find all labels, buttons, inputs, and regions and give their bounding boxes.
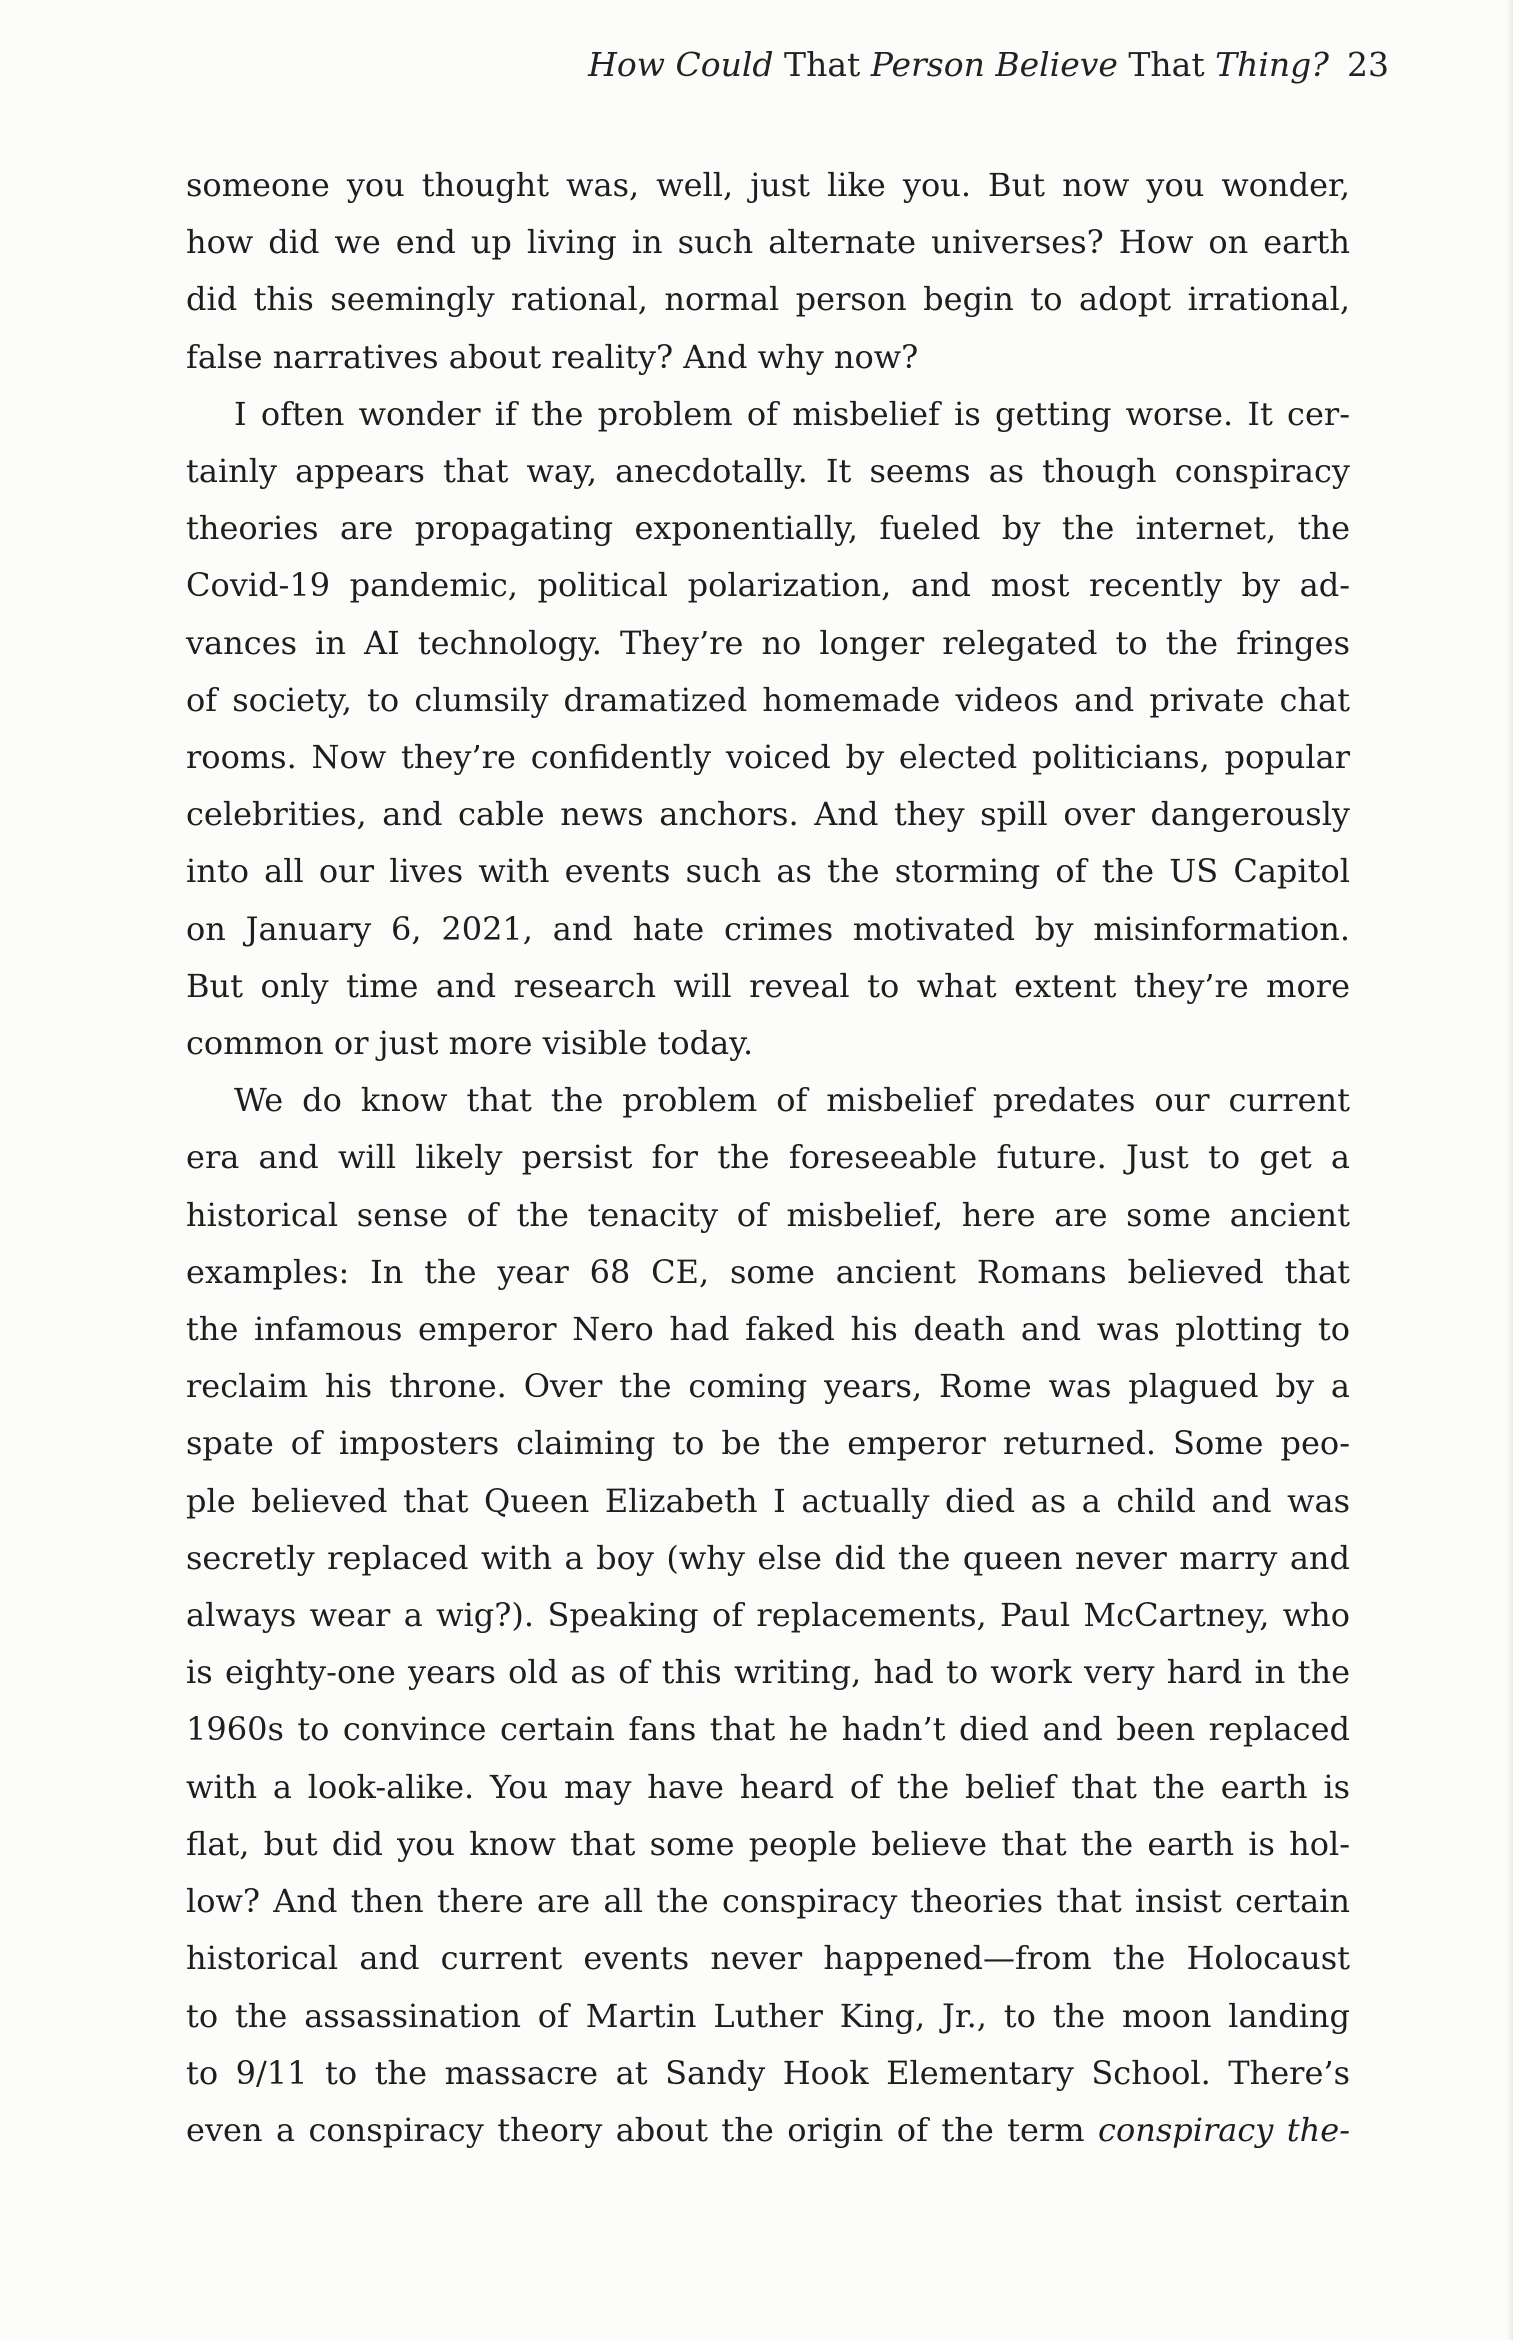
text-line: rooms. Now they’re confidently voiced by elected politicians, popular — [186, 738, 1350, 777]
text-line: false narratives about reality? And why now? — [186, 337, 919, 376]
running-head-part: That — [1117, 45, 1216, 84]
text-line: I often wonder if the problem of misbelief is getting worse. It cer- — [234, 394, 1350, 433]
running-head-part: That — [773, 45, 871, 84]
text-line: flat, but did you know that some people believe that the earth is hol- — [186, 1824, 1350, 1863]
running-head-part: How Could — [588, 45, 774, 84]
text-line: But only time and research will reveal to what extent they’re more — [186, 966, 1350, 1005]
text-line: era and will likely persist for the foreseeable future. Just to get a — [186, 1138, 1350, 1177]
page-edge-shadow — [1507, 0, 1513, 2340]
running-head-title — [588, 45, 1329, 84]
text-line: to the assassination of Martin Luther King, Jr., to the moon landing — [186, 1996, 1350, 2035]
running-head-part: Person Believe — [870, 45, 1118, 84]
paragraph-2 — [186, 386, 1350, 1072]
text-line: how did we end up living in such alternate universes? How on earth — [186, 223, 1350, 262]
text-line: spate of imposters claiming to be the emperor returned. Some peo- — [186, 1424, 1350, 1463]
paragraph-1 — [186, 157, 1350, 386]
text-line: low? And then there are all the conspiracy theories that insist certain — [186, 1882, 1350, 1921]
text-line: is eighty-one years old as of this writing, had to work very hard in the — [186, 1653, 1350, 1692]
text-line — [186, 2102, 1350, 2159]
text-line: did this seemingly rational, normal person begin to adopt irrational, — [186, 280, 1350, 319]
text-line: Covid-19 pandemic, political polarization, and most recently by ad- — [186, 566, 1350, 605]
text-line: of society, to clumsily dramatized homemade videos and private chat — [186, 680, 1350, 719]
text-line: tainly appears that way, anecdotally. It seems as though conspiracy — [186, 452, 1350, 491]
text-line: with a look-alike. You may have heard of the belief that the earth is — [186, 1767, 1350, 1806]
text-line: someone you thought was, well, just like you. But now you wonder, — [186, 166, 1350, 204]
italic-term: conspiracy the- — [1098, 2110, 1351, 2149]
text-line: always wear a wig?). Speaking of replacements, Paul McCartney, who — [186, 1596, 1350, 1635]
text-line: ple believed that Queen Elizabeth I actually died as a child and was — [186, 1481, 1350, 1520]
text-line-plain: even a conspiracy theory about the origin of the term — [186, 2110, 1099, 2149]
running-head-part: Thing? — [1215, 45, 1329, 84]
text-line: theories are propagating exponentially, fueled by the internet, the — [186, 509, 1350, 548]
text-line: on January 6, 2021, and hate crimes motivated by misinformation. — [186, 909, 1350, 948]
text-line: 1960s to convince certain fans that he hadn’t died and been replaced — [186, 1710, 1350, 1749]
text-line: secretly replaced with a boy (why else did the queen never marry and — [186, 1538, 1350, 1577]
text-line: historical and current events never happened—from the Holocaust — [186, 1939, 1350, 1978]
running-head — [588, 40, 1389, 90]
text-line: common or just more visible today. — [186, 1024, 754, 1063]
text-line: the infamous emperor Nero had faked his death and was plotting to — [186, 1310, 1350, 1349]
body-text — [186, 157, 1350, 2159]
paragraph-3 — [186, 1072, 1350, 2159]
text-line: reclaim his throne. Over the coming years, Rome was plagued by a — [186, 1367, 1350, 1406]
text-line: examples: In the year 68 CE, some ancient Romans believed that — [186, 1252, 1350, 1291]
text-line: celebrities, and cable news anchors. And they spill over dangerously — [186, 795, 1350, 834]
text-line: into all our lives with events such as the storming of the US Capitol — [186, 852, 1350, 891]
text-line: historical sense of the tenacity of misbelief, here are some ancient — [186, 1195, 1350, 1234]
text-line: vances in AI technology. They’re no longer relegated to the fringes — [186, 623, 1350, 662]
text-line: We do know that the problem of misbelief predates our current — [234, 1081, 1350, 1120]
page-number: 23 — [1347, 45, 1389, 84]
text-line: to 9/11 to the massacre at Sandy Hook Elementary School. There’s — [186, 2053, 1350, 2092]
